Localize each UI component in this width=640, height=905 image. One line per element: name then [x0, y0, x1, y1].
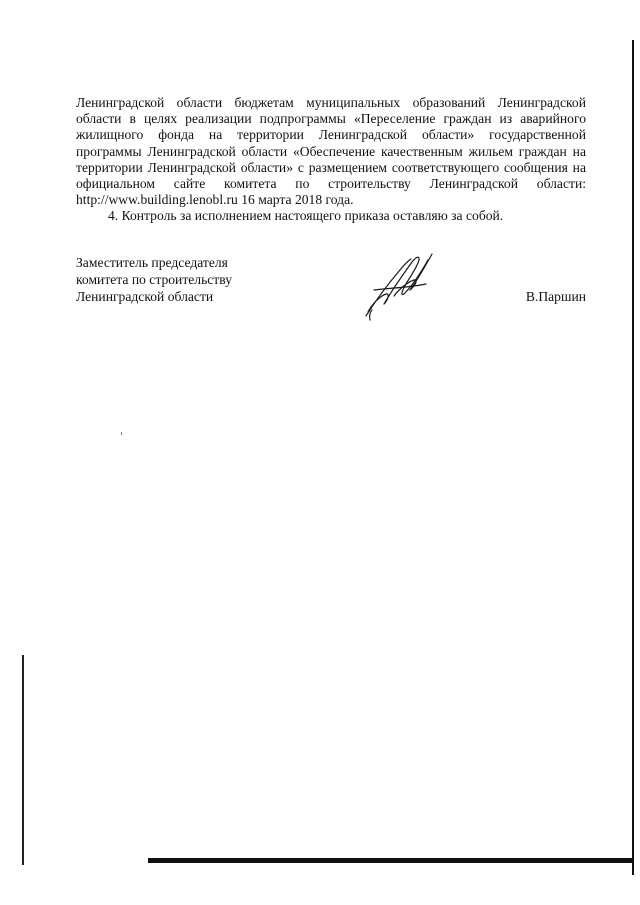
scan-border-right — [632, 40, 634, 875]
scan-border-left — [22, 655, 24, 865]
handwritten-signature — [360, 250, 440, 322]
scan-border-bottom — [148, 858, 634, 863]
signer-name: В.Паршин — [525, 289, 586, 304]
position-line: Ленинградской области — [76, 289, 214, 304]
scan-speck — [121, 432, 122, 435]
document-body — [76, 95, 586, 225]
position-line: Заместитель председателя — [76, 255, 228, 270]
position-line: комитета по строительству — [76, 272, 233, 287]
paragraph-item-4: 4. Контроль за исполнением настоящего приказа оставляю за собой. — [108, 208, 504, 224]
paragraph-continuation: Ленинградской области бюджетам муниципальных образований Ленинградской области в целях реализации подпрограммы «Переселение граждан из аварийного жилищного фонда на территории Ленинградской области» государственной программы Ленинградской области «Обеспечение качественным жильем граждан на территории Ленинградской области» с размещением соответствующего сообщения на официальном сайте комитета по строительству Ленинградской области: http://www.building.lenobl.ru 16 марта 2018 года. — [76, 95, 586, 208]
signatory-position — [76, 254, 276, 305]
